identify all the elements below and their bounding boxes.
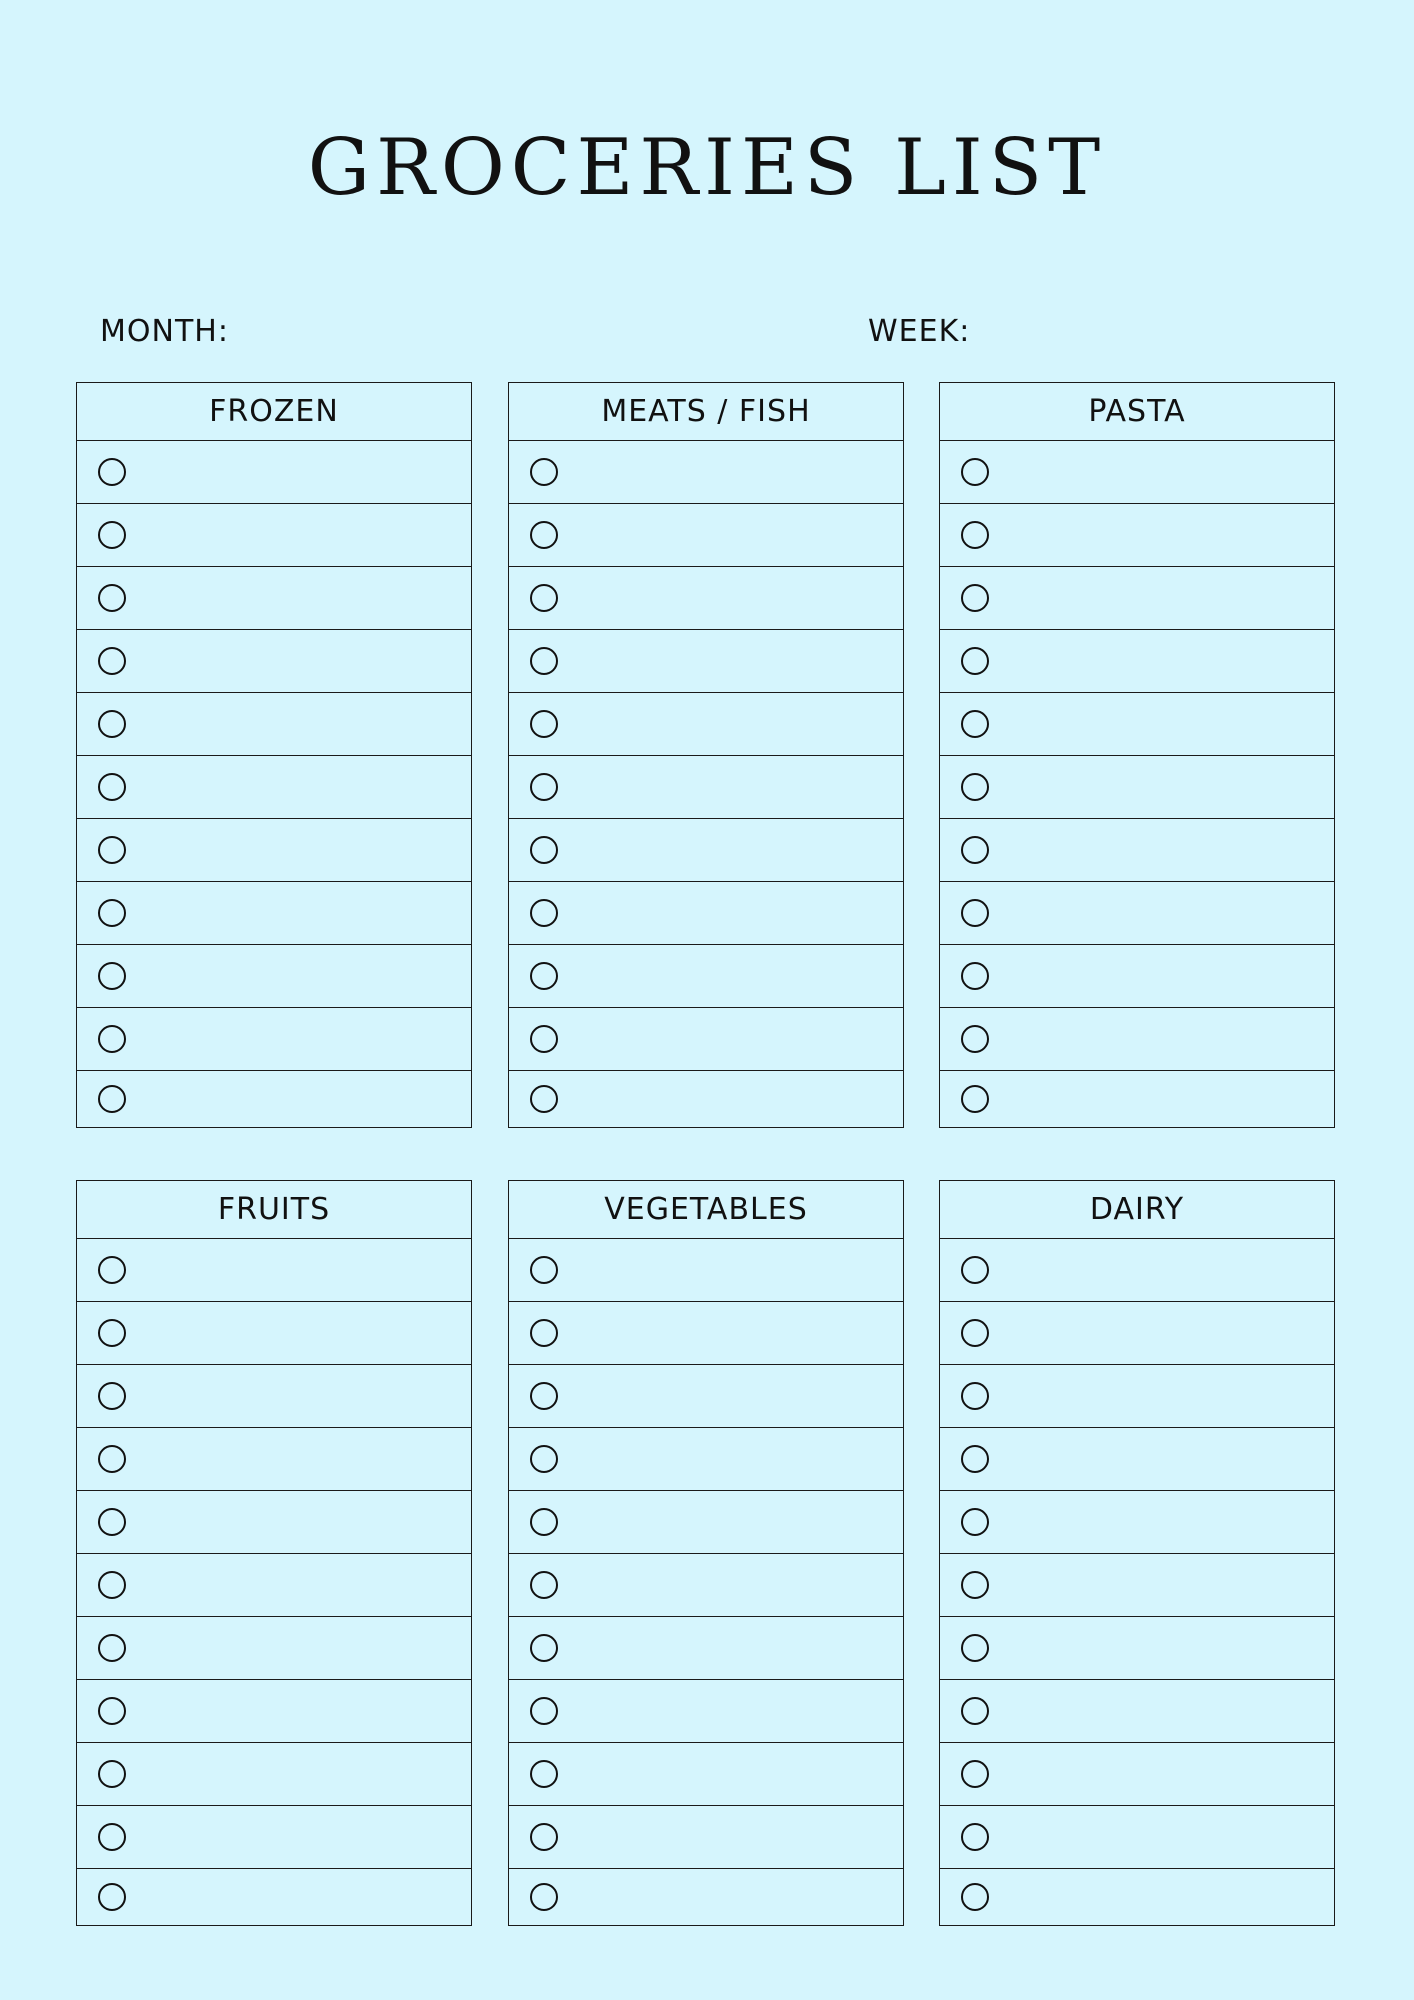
list-item[interactable]	[509, 1239, 903, 1302]
list-item[interactable]	[940, 1491, 1334, 1554]
category-header: PASTA	[940, 383, 1334, 441]
list-item[interactable]	[77, 1302, 471, 1365]
list-item[interactable]	[940, 882, 1334, 945]
list-item[interactable]	[77, 1743, 471, 1806]
checkbox-circle-icon[interactable]	[961, 1760, 989, 1788]
list-item[interactable]	[940, 1680, 1334, 1743]
checkbox-circle-icon[interactable]	[530, 1382, 558, 1410]
checkbox-circle-icon[interactable]	[961, 521, 989, 549]
category-header: DAIRY	[940, 1181, 1334, 1239]
checkbox-circle-icon[interactable]	[961, 458, 989, 486]
checkbox-circle-icon[interactable]	[961, 1025, 989, 1053]
checkbox-circle-icon[interactable]	[961, 647, 989, 675]
list-item[interactable]	[509, 567, 903, 630]
checkbox-circle-icon[interactable]	[961, 773, 989, 801]
category-box-vegetables	[508, 1180, 904, 1926]
checkbox-circle-icon[interactable]	[961, 1823, 989, 1851]
checkbox-circle-icon[interactable]	[98, 1508, 126, 1536]
checkbox-circle-icon[interactable]	[530, 773, 558, 801]
list-item[interactable]	[509, 1617, 903, 1680]
list-item[interactable]	[940, 1365, 1334, 1428]
checkbox-circle-icon[interactable]	[530, 1508, 558, 1536]
list-item[interactable]	[77, 693, 471, 756]
category-header: FRUITS	[77, 1181, 471, 1239]
checkbox-circle-icon[interactable]	[98, 1760, 126, 1788]
list-item[interactable]	[509, 1302, 903, 1365]
list-item[interactable]	[77, 882, 471, 945]
category-box-pasta	[939, 382, 1335, 1128]
checkbox-circle-icon[interactable]	[530, 458, 558, 486]
list-item[interactable]	[77, 1806, 471, 1869]
checkbox-circle-icon[interactable]	[961, 710, 989, 738]
checkbox-circle-icon[interactable]	[530, 1085, 558, 1113]
checkbox-circle-icon[interactable]	[530, 1760, 558, 1788]
checkbox-circle-icon[interactable]	[961, 962, 989, 990]
list-item[interactable]	[509, 1743, 903, 1806]
checkbox-circle-icon[interactable]	[98, 584, 126, 612]
list-item[interactable]	[509, 1554, 903, 1617]
list-item[interactable]	[940, 1869, 1334, 1925]
checkbox-circle-icon[interactable]	[98, 1445, 126, 1473]
checkbox-circle-icon[interactable]	[98, 458, 126, 486]
list-item[interactable]	[509, 1806, 903, 1869]
checkbox-circle-icon[interactable]	[961, 1883, 989, 1911]
checkbox-circle-icon[interactable]	[961, 1319, 989, 1347]
checkbox-circle-icon[interactable]	[530, 1634, 558, 1662]
category-header: MEATS / FISH	[509, 383, 903, 441]
checkbox-circle-icon[interactable]	[530, 1025, 558, 1053]
list-item[interactable]	[940, 1806, 1334, 1869]
category-header: FROZEN	[77, 383, 471, 441]
checkbox-circle-icon[interactable]	[961, 1634, 989, 1662]
checkbox-circle-icon[interactable]	[530, 1823, 558, 1851]
list-item[interactable]	[509, 504, 903, 567]
list-item[interactable]	[509, 882, 903, 945]
checkbox-circle-icon[interactable]	[530, 1445, 558, 1473]
list-item[interactable]	[509, 1680, 903, 1743]
checkbox-circle-icon[interactable]	[98, 773, 126, 801]
list-item[interactable]	[77, 1869, 471, 1925]
checkbox-circle-icon[interactable]	[98, 962, 126, 990]
checkbox-circle-icon[interactable]	[530, 710, 558, 738]
checkbox-circle-icon[interactable]	[530, 1571, 558, 1599]
checkbox-circle-icon[interactable]	[961, 1508, 989, 1536]
page-title: GROCERIES LIST	[307, 123, 1107, 213]
list-item[interactable]	[77, 756, 471, 819]
checkbox-circle-icon[interactable]	[530, 1256, 558, 1284]
list-item[interactable]	[940, 945, 1334, 1008]
list-item[interactable]	[940, 819, 1334, 882]
checkbox-circle-icon[interactable]	[98, 1025, 126, 1053]
month-field-label: MONTH:	[100, 314, 229, 349]
checkbox-circle-icon[interactable]	[961, 1085, 989, 1113]
checkbox-circle-icon[interactable]	[961, 1571, 989, 1599]
list-item[interactable]	[940, 1008, 1334, 1071]
checkbox-circle-icon[interactable]	[530, 962, 558, 990]
list-item[interactable]	[940, 630, 1334, 693]
list-item[interactable]	[509, 1869, 903, 1925]
checkbox-circle-icon[interactable]	[961, 899, 989, 927]
list-item[interactable]	[509, 1008, 903, 1071]
list-item[interactable]	[77, 1617, 471, 1680]
checkbox-circle-icon[interactable]	[98, 1823, 126, 1851]
list-item[interactable]	[509, 1491, 903, 1554]
list-item[interactable]	[940, 441, 1334, 504]
list-item[interactable]	[77, 441, 471, 504]
list-item[interactable]	[940, 1617, 1334, 1680]
category-box-fruits	[76, 1180, 472, 1926]
checkbox-circle-icon[interactable]	[98, 1571, 126, 1599]
list-item[interactable]	[77, 945, 471, 1008]
checkbox-circle-icon[interactable]	[98, 1319, 126, 1347]
list-item[interactable]	[940, 1302, 1334, 1365]
list-item[interactable]	[77, 1680, 471, 1743]
checkbox-circle-icon[interactable]	[98, 1382, 126, 1410]
checkbox-circle-icon[interactable]	[961, 584, 989, 612]
checkbox-circle-icon[interactable]	[98, 836, 126, 864]
list-item[interactable]	[77, 819, 471, 882]
checkbox-circle-icon[interactable]	[98, 899, 126, 927]
checkbox-circle-icon[interactable]	[98, 521, 126, 549]
list-item[interactable]	[509, 945, 903, 1008]
checkbox-circle-icon[interactable]	[530, 1319, 558, 1347]
checkbox-circle-icon[interactable]	[530, 521, 558, 549]
checkbox-circle-icon[interactable]	[530, 584, 558, 612]
checkbox-circle-icon[interactable]	[98, 1634, 126, 1662]
list-item[interactable]	[77, 504, 471, 567]
list-item[interactable]	[940, 1743, 1334, 1806]
checkbox-circle-icon[interactable]	[961, 836, 989, 864]
list-item[interactable]	[77, 1491, 471, 1554]
checkbox-circle-icon[interactable]	[530, 899, 558, 927]
checkbox-circle-icon[interactable]	[530, 836, 558, 864]
list-item[interactable]	[77, 1008, 471, 1071]
list-item[interactable]	[509, 756, 903, 819]
list-item[interactable]	[940, 567, 1334, 630]
list-item[interactable]	[77, 1365, 471, 1428]
list-item[interactable]	[509, 1365, 903, 1428]
list-item[interactable]	[509, 441, 903, 504]
list-item[interactable]	[77, 1428, 471, 1491]
checkbox-circle-icon[interactable]	[961, 1697, 989, 1725]
checkbox-circle-icon[interactable]	[961, 1445, 989, 1473]
list-item[interactable]	[940, 1071, 1334, 1127]
list-item[interactable]	[509, 819, 903, 882]
list-item[interactable]	[77, 567, 471, 630]
list-item[interactable]	[509, 1428, 903, 1491]
checkbox-circle-icon[interactable]	[530, 647, 558, 675]
list-item[interactable]	[940, 1239, 1334, 1302]
list-item[interactable]	[509, 693, 903, 756]
checkbox-circle-icon[interactable]	[98, 1256, 126, 1284]
list-item[interactable]	[940, 1554, 1334, 1617]
list-item[interactable]	[77, 1071, 471, 1127]
category-box-meats-fish	[508, 382, 904, 1128]
list-item[interactable]	[77, 630, 471, 693]
list-item[interactable]	[77, 1239, 471, 1302]
checkbox-circle-icon[interactable]	[961, 1256, 989, 1284]
checkbox-circle-icon[interactable]	[98, 710, 126, 738]
list-item[interactable]	[940, 756, 1334, 819]
checkbox-circle-icon[interactable]	[530, 1697, 558, 1725]
checkbox-circle-icon[interactable]	[98, 647, 126, 675]
category-box-dairy	[939, 1180, 1335, 1926]
checkbox-circle-icon[interactable]	[98, 1085, 126, 1113]
list-item[interactable]	[940, 1428, 1334, 1491]
checkbox-circle-icon[interactable]	[961, 1382, 989, 1410]
list-item[interactable]	[509, 630, 903, 693]
category-header: VEGETABLES	[509, 1181, 903, 1239]
week-field-label: WEEK:	[868, 314, 971, 349]
category-box-frozen	[76, 382, 472, 1128]
checkbox-circle-icon[interactable]	[98, 1883, 126, 1911]
list-item[interactable]	[940, 693, 1334, 756]
list-item[interactable]	[940, 504, 1334, 567]
list-item[interactable]	[509, 1071, 903, 1127]
checkbox-circle-icon[interactable]	[98, 1697, 126, 1725]
checkbox-circle-icon[interactable]	[530, 1883, 558, 1911]
list-item[interactable]	[77, 1554, 471, 1617]
